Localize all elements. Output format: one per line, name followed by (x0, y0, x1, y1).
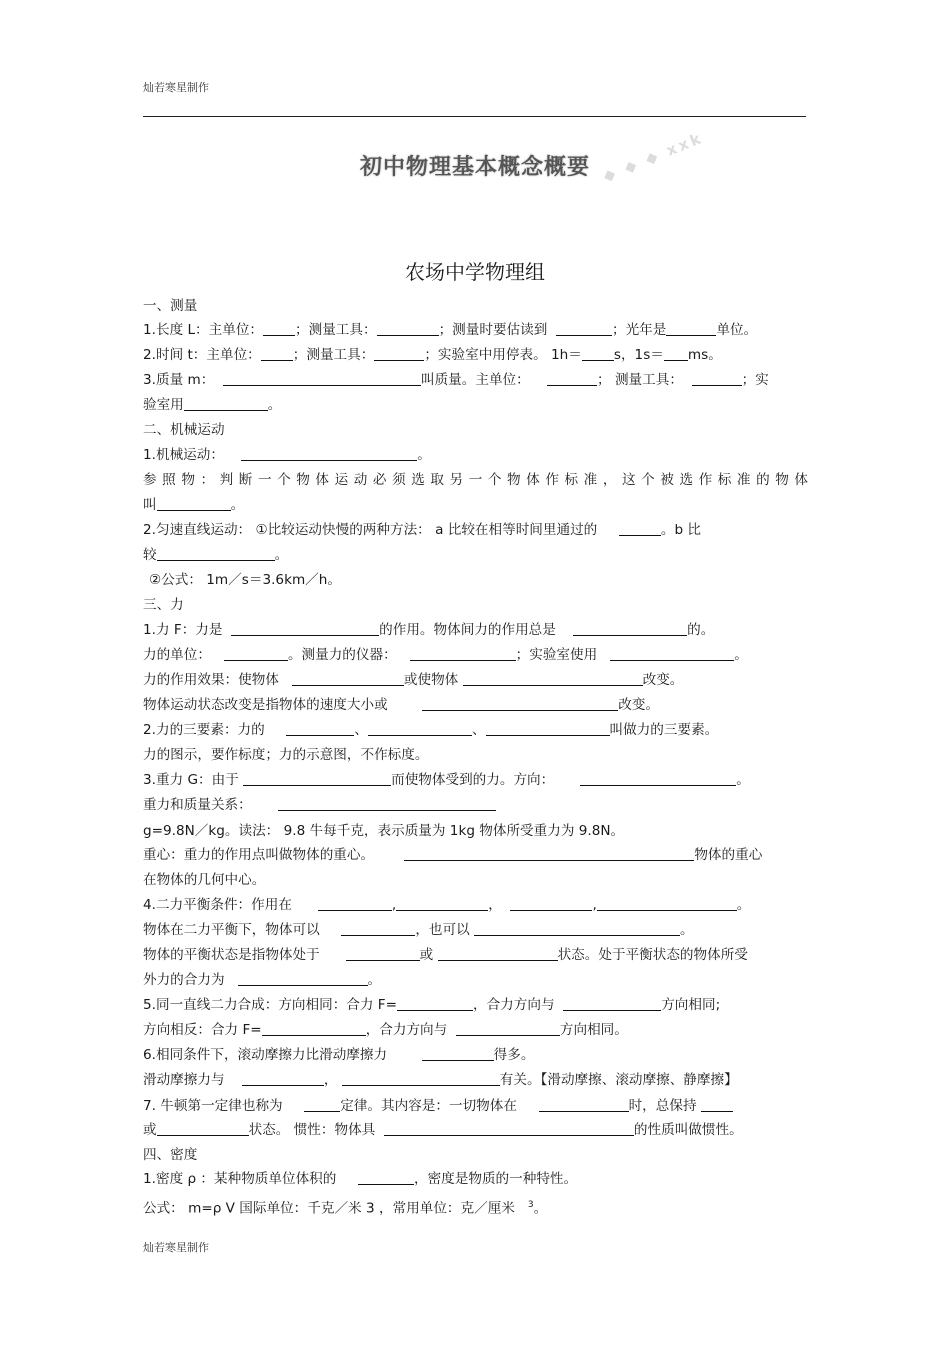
text-line: 4.二力平衡条件：作用在 , ， , 。 (143, 897, 751, 913)
page-footer: 灿若寒星制作 (143, 1241, 209, 1254)
watermark: ◆ ◆ ◆ xxk (600, 128, 707, 186)
page-header: 灿若寒星制作 (143, 81, 209, 94)
text-line: 公式： m=ρ V 国际单位：千克／米 3 ，常用单位：克／厘米 $^3$。 (143, 1200, 548, 1217)
text-line: 7. 牛顿第一定律也称为 定律。其内容是：一切物体在 时，总保持 (143, 1097, 808, 1115)
text-line: 方向相反：合力 F= ，合力方向与 方向相同。 (143, 1022, 628, 1038)
text-line: 物体运动状态改变是指物体的速度大小或 改变。 (143, 697, 660, 713)
text-line: 叫 。 (143, 497, 245, 513)
section-heading: 四、密度 (143, 1147, 198, 1163)
text-line: 重心：重力的作用点叫做物体的重心。 物体的重心 (143, 847, 763, 863)
text-line: 力的作用效果：使物体 或使物体 改变。 (143, 672, 684, 688)
text-line: 物体的平衡状态是指物体处于 或 状态。处于平衡状态的物体所受 (143, 947, 748, 963)
text-line: 外力的合力为 。 (143, 972, 382, 988)
text-line: ②公式： 1m／s＝3.6km／h。 (149, 572, 341, 588)
section-heading: 一、测量 (143, 298, 198, 314)
text-line: 3.重力 G：由于 而使物体受到的力。方向： 。 (143, 772, 750, 788)
text-line: 5.同一直线二力合成：方向相同：合力 F= ，合力方向与 方向相同; (143, 997, 721, 1013)
text-line: 在物体的几何中心。 (143, 872, 266, 888)
text-line: 物体在二力平衡下，物体可以 ，也可以 。 (143, 922, 694, 938)
text-line: 1.密度 ρ ：某种物质单位体积的 ，密度是物质的一种特性。 (143, 1171, 578, 1187)
text-line: 1.力 F：力是 的作用。物体间力的作用总是 的。 (143, 622, 715, 638)
text-line: 3.质量 m： 叫质量。主单位： ； 测量工具： ；实 (143, 372, 769, 388)
text-line: 6.相同条件下，滚动摩擦力比滑动摩擦力 得多。 (143, 1047, 535, 1063)
section-heading: 二、机械运动 (143, 422, 225, 438)
text-line: 力的单位： 。测量力的仪器： ；实验室使用 。 (143, 647, 748, 663)
doc-title: 初中物理基本概念概要 (359, 155, 590, 180)
text-line: 2.力的三要素：力的 、 、 叫做力的三要素。 (143, 722, 719, 738)
text-line: 或 状态。 惯性：物体具 的性质叫做惯性。 (143, 1122, 743, 1138)
text-line: 1.机械运动： 。 (143, 447, 431, 463)
text-line: 参照物：判断一个物体运动必须选取另一个物体作标准，这个被选作标准的物体 (143, 472, 808, 488)
text-line: 滑动摩擦力与 ， 有关。【滑动摩擦、滚动摩擦、静摩擦】 (143, 1072, 738, 1088)
header-rule (143, 116, 806, 117)
text-line: g=9.8N／kg。读法： 9.8 牛每千克，表示质量为 1kg 物体所受重力为 9.8N。 (143, 823, 625, 839)
doc-subtitle: 农场中学物理组 (405, 260, 545, 284)
section-heading: 三、力 (143, 597, 184, 613)
text-line: 验室用 。 (143, 397, 282, 413)
text-line: 较 。 (143, 547, 289, 563)
text-line: 力的图示，要作标度；力的示意图，不作标度。 (143, 747, 429, 763)
text-line: 重力和质量关系： (143, 796, 808, 814)
text-line: 2.时间 t：主单位： ；测量工具： ；实验室中用停表。 1h＝ s，1s＝ ms。 (143, 347, 722, 363)
text-line: 2.匀速直线运动： ①比较运动快慢的两种方法： a 比较在相等时间里通过的 。b 比 (143, 522, 702, 538)
text-line: 1.长度 L：主单位： ；测量工具： ；测量时要估读到 ；光年是 单位。 (143, 322, 758, 338)
